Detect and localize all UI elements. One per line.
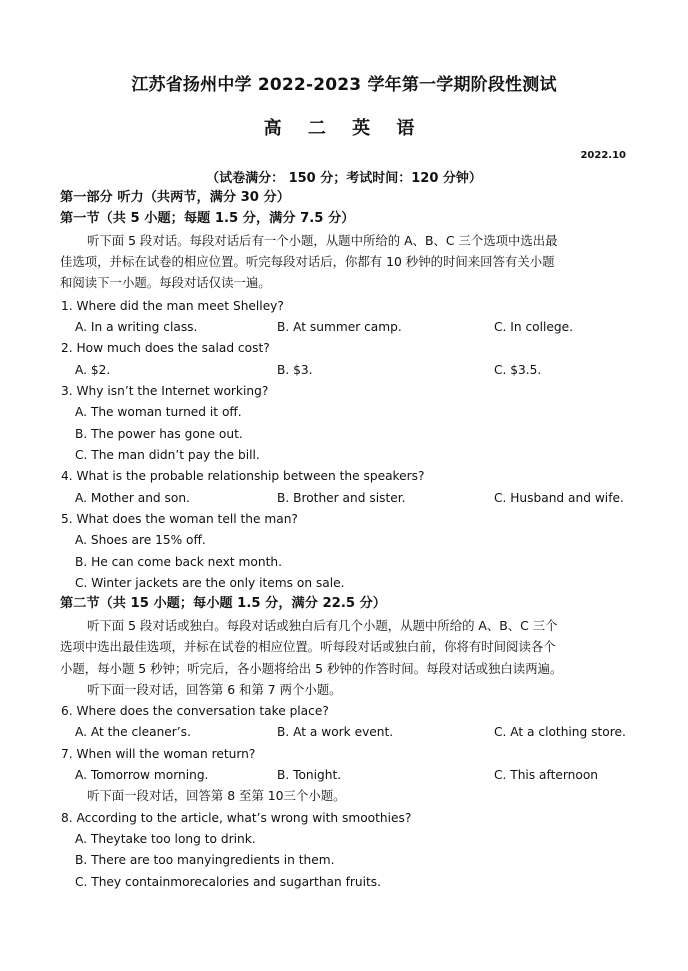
option-2a: A. $2. (75, 363, 111, 377)
section1-instructions-line: 和阅读下一小题。每段对话仅读一遍。 (60, 275, 271, 290)
option-6b: B. At a work event. (277, 725, 394, 739)
option-3b: B. The power has gone out. (75, 427, 243, 441)
option-5a: A. Shoes are 15% off. (75, 533, 206, 547)
section2-instructions-line: 选项中选出最佳选项，并标在试卷的相应位置。听每段对话或独白前，你将有时间阅读各个 (60, 639, 556, 654)
option-1a: A. In a writing class. (75, 320, 198, 334)
question-5: 5. What does the woman tell the man? (61, 512, 298, 526)
section2-instructions-line: 小题，每小题 5 秒钟；听完后，各小题将给出 5 秒钟的作答时间。每段对话或独白读两遍。 (60, 661, 563, 676)
option-6c: C. At a clothing store. (494, 725, 626, 739)
option-7b: B. Tonight. (277, 768, 342, 782)
option-2b: B. $3. (277, 363, 313, 377)
question-2: 2. How much does the salad cost? (61, 341, 270, 355)
option-4a: A. Mother and son. (75, 491, 190, 505)
listen-instruction-6-7: 听下面一段对话，回答第 6 和第 7 两个小题。 (87, 682, 342, 697)
option-8a: A. Theytake too long to drink. (75, 832, 256, 846)
listen-instruction-8-10: 听下面一段对话，回答第 8 至第 10三个小题。 (87, 788, 346, 803)
exam-title: 江苏省扬州中学 2022-2023 学年第一学期阶段性测试 (131, 75, 557, 95)
section2-heading: 第二节（共 15 小题；每小题 1.5 分，满分 22.5 分） (60, 596, 386, 611)
option-2c: C. $3.5. (494, 363, 542, 377)
subject-title: 高 二 英 语 (263, 118, 425, 139)
option-6a: A. At the cleaner’s. (75, 725, 191, 739)
question-3: 3. Why isn’t the Internet working? (61, 384, 269, 398)
option-1b: B. At summer camp. (277, 320, 402, 334)
option-8b: B. There are too manyingredients in them. (75, 853, 335, 867)
option-3c: C. The man didn’t pay the bill. (75, 448, 260, 462)
section1-heading: 第一节（共 5 小题；每题 1.5 分，满分 7.5 分） (60, 211, 355, 226)
question-8: 8. According to the article, what’s wrong with smoothies? (61, 811, 412, 825)
option-7a: A. Tomorrow morning. (75, 768, 209, 782)
option-4c: C. Husband and wife. (494, 491, 624, 505)
option-1c: C. In college. (494, 320, 573, 334)
option-7c: C. This afternoon (494, 768, 599, 782)
question-7: 7. When will the woman return? (61, 747, 256, 761)
part1-heading: 第一部分 听力（共两节，满分 30 分） (60, 190, 290, 205)
section1-instructions-line: 听下面 5 段对话。每段对话后有一个小题，从题中所给的 A、B、C 三个选项中选出最 (87, 233, 558, 248)
option-4b: B. Brother and sister. (277, 491, 406, 505)
option-5c: C. Winter jackets are the only items on sale. (75, 576, 345, 590)
exam-date: 2022.10 (580, 150, 626, 161)
question-1: 1. Where did the man meet Shelley? (61, 299, 284, 313)
option-3a: A. The woman turned it off. (75, 405, 242, 419)
section1-instructions-line: 佳选项，并标在试卷的相应位置。听完每段对话后，你都有 10 秒钟的时间来回答有关小题 (60, 254, 555, 269)
exam-meta: （试卷满分： 150 分；考试时间：120 分钟） (206, 171, 482, 186)
section2-instructions-line: 听下面 5 段对话或独白。每段对话或独白后有几个小题，从题中所给的 A、B、C 三个 (87, 618, 558, 633)
option-5b: B. He can come back next month. (75, 555, 282, 569)
question-4: 4. What is the probable relationship between the speakers? (61, 469, 425, 483)
option-8c: C. They containmorecalories and sugarthan fruits. (75, 875, 382, 889)
question-6: 6. Where does the conversation take place? (61, 704, 329, 718)
